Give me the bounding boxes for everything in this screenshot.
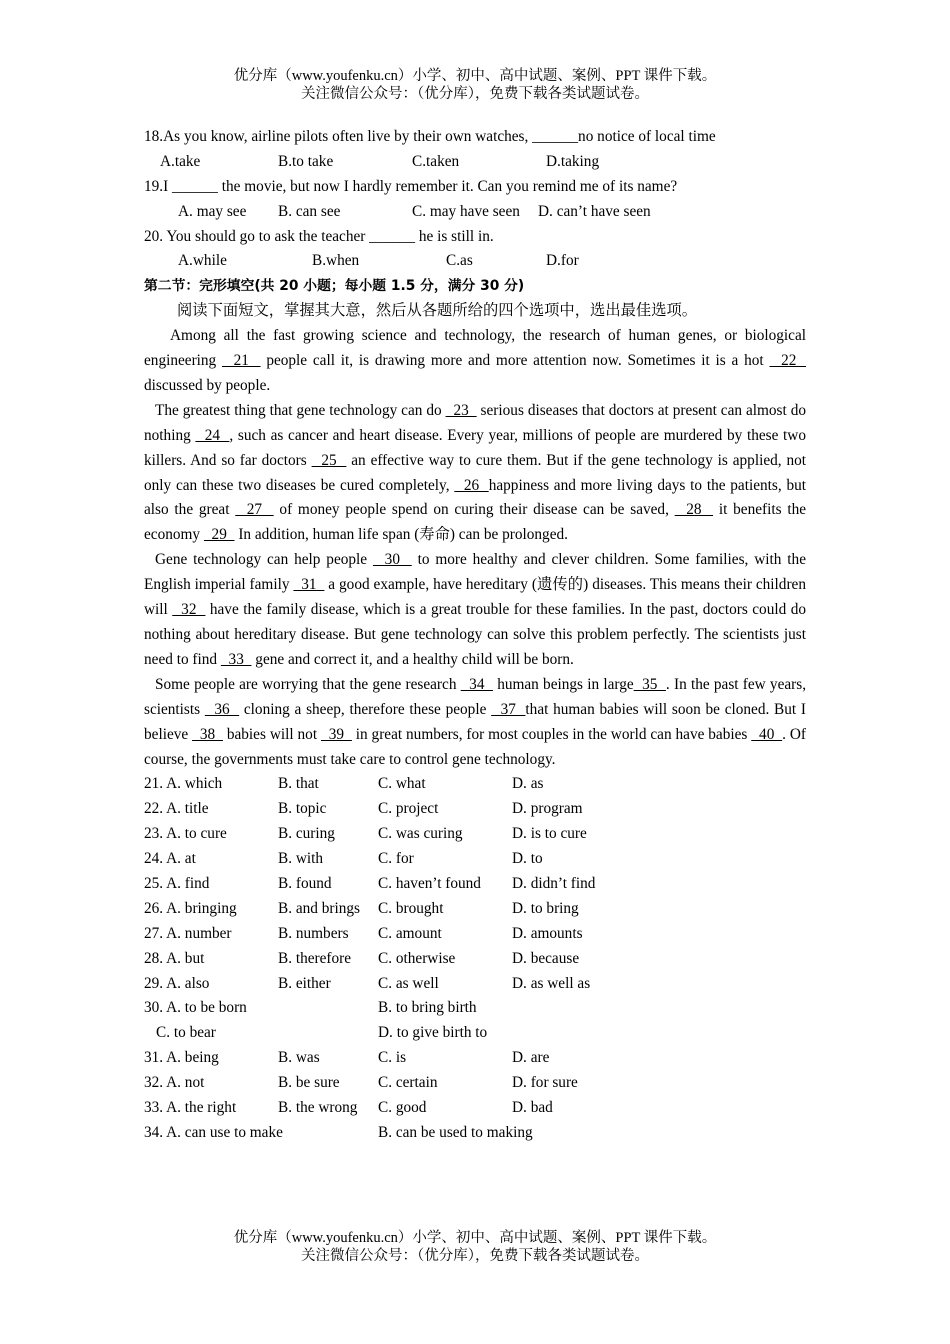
blank-38: 38 <box>192 725 223 743</box>
option-d: D.taking <box>546 152 600 170</box>
blank-27: 27 <box>235 501 274 519</box>
blank-24: 24 <box>195 426 230 444</box>
blank-31: 31 <box>293 576 325 594</box>
question-18-options <box>144 150 806 175</box>
question-20-stem: 20. You should go to ask the teacher ______ he is still in. <box>144 227 494 245</box>
blank-39: 39 <box>320 725 352 743</box>
passage-paragraph-1: Among all the fast growing science and technology, the research of human genes, or biological engineering 21 people call it, is drawing more and more attention now. Sometimes it is a hot 22 discussed by people. <box>144 327 807 394</box>
page-footer <box>0 1229 950 1265</box>
options-q28: 28. A. but B. therefore C. otherwise D. because <box>144 949 580 967</box>
blank-23: 23 <box>445 401 477 419</box>
question-19-stem: 19.I ______ the movie, but now I hardly remember it. Can you remind me of its name? <box>144 177 678 195</box>
option-c: C.taken <box>412 152 460 170</box>
option-b: B. can see <box>278 202 341 220</box>
options-q34: 34. A. can use to make B. can be used to making <box>144 1123 533 1141</box>
blank-21: 21 <box>222 352 261 370</box>
blank-35: 35 <box>633 675 666 693</box>
options-q22: 22. A. title B. topic C. project D. program <box>144 800 583 818</box>
options-q24: 24. A. at B. with C. for D. to <box>144 850 543 868</box>
options-list <box>144 772 806 1145</box>
options-q30-line-2: C. to bear D. to give birth to <box>156 1024 488 1042</box>
blank-33: 33 <box>220 650 252 668</box>
option-b: B.when <box>312 252 360 270</box>
option-c: C.as <box>446 252 473 270</box>
blank-36: 36 <box>204 700 240 718</box>
blank-32: 32 <box>172 601 206 619</box>
footer-line-2: 关注微信公众号：（优分库），免费下载各类试题试卷。 <box>301 1248 649 1264</box>
blank-22: 22 <box>769 352 807 370</box>
page-header <box>0 67 950 103</box>
section-2-title: 第二节：完形填空(共 20 小题；每小题 1.5 分，满分 30 分) <box>144 278 525 295</box>
options-q31: 31. A. being B. was C. is D. are <box>144 1049 550 1067</box>
blank-25: 25 <box>311 451 347 469</box>
footer-line-1: 优分库（www.youfenku.cn）小学、初中、高中试题、案例、PPT 课件下载。 <box>233 1230 717 1246</box>
options-q26: 26. A. bringing B. and brings C. brought D. to bring <box>144 899 579 917</box>
options-q32: 32. A. not B. be sure C. certain D. for sure <box>144 1074 578 1092</box>
options-q29: 29. A. also B. either C. as well D. as well as <box>144 974 591 992</box>
option-b: B.to take <box>278 152 334 170</box>
blank-28: 28 <box>674 501 714 519</box>
options-q30-line-1: 30. A. to be born B. to bring birth <box>144 999 477 1017</box>
blank-40: 40 <box>751 725 783 743</box>
exam-content <box>144 125 806 1146</box>
header-line-1: 优分库（www.youfenku.cn）小学、初中、高中试题、案例、PPT 课件下载。 <box>233 68 717 84</box>
option-a: A.while <box>178 252 227 270</box>
passage-paragraph-3: Gene technology can help people 30 to more healthy and clever children. Some families, with the English imperial family 31 a good example, have hereditary (遗传的) diseases. This means their children will 32 have the family disease, which is a great trouble for these families. In the past, doctors could do nothing about hereditary disease. But gene technology can solve this problem perfectly. The scientists just need to find 33 gene and correct it, and a healthy child will be born. <box>144 551 807 668</box>
options-q33: 33. A. the right B. the wrong C. good D. bad <box>144 1099 553 1117</box>
option-c: C. may have seen <box>412 202 520 220</box>
question-20-options <box>144 249 806 274</box>
options-q23: 23. A. to cure B. curing C. was curing D. is to cure <box>144 825 587 843</box>
option-d: D.for <box>546 252 579 270</box>
blank-30: 30 <box>372 551 412 569</box>
question-18-stem: 18.As you know, airline pilots often live by their own watches, ______no notice of local time <box>144 128 716 145</box>
option-d: D. can’t have seen <box>538 202 651 220</box>
passage-paragraph-4: Some people are worrying that the gene research 34 human beings in large 35 . In the past few years, scientists 36 cloning a sheep, therefore these people 37 that human babies will soon be cloned. But I believe 38 babies will not 39 in great numbers, for most couples in the world can have babies 40 . Of course, the governments must take care to control gene technology. <box>144 675 807 768</box>
option-a: A. may see <box>178 202 247 220</box>
options-q27: 27. A. number B. numbers C. amount D. amounts <box>144 924 583 942</box>
blank-26: 26 <box>454 476 489 494</box>
options-q21: 21. A. which B. that C. what D. as <box>144 775 544 793</box>
option-a: A.take <box>160 152 201 170</box>
question-19-options <box>144 200 806 225</box>
blank-34: 34 <box>460 675 493 693</box>
section-2-instruction: 阅读下面短文，掌握其大意，然后从各题所给的四个选项中，选出最佳选项。 <box>177 302 698 320</box>
blank-37: 37 <box>491 700 526 718</box>
blank-29: 29 <box>203 526 235 544</box>
options-q25: 25. A. find B. found C. haven’t found D. didn’t find <box>144 875 596 892</box>
header-line-2: 关注微信公众号：（优分库），免费下载各类试题试卷。 <box>301 86 649 102</box>
passage-paragraph-2: The greatest thing that gene technology can do 23 serious diseases that doctors at present can almost do nothing 24 , such as cancer and heart disease. Every year, millions of people are murdered by these two killers. And so far doctors 25 an effective way to cure them. But if the gene technology is applied, not only can these two diseases be cured completely, 26 happiness and more living days to the patients, but also the great 27 of money people spend on curing their disease can be saved, 28 it benefits the economy 29 In addition, human life span (寿命) can be prolonged. <box>144 401 807 544</box>
